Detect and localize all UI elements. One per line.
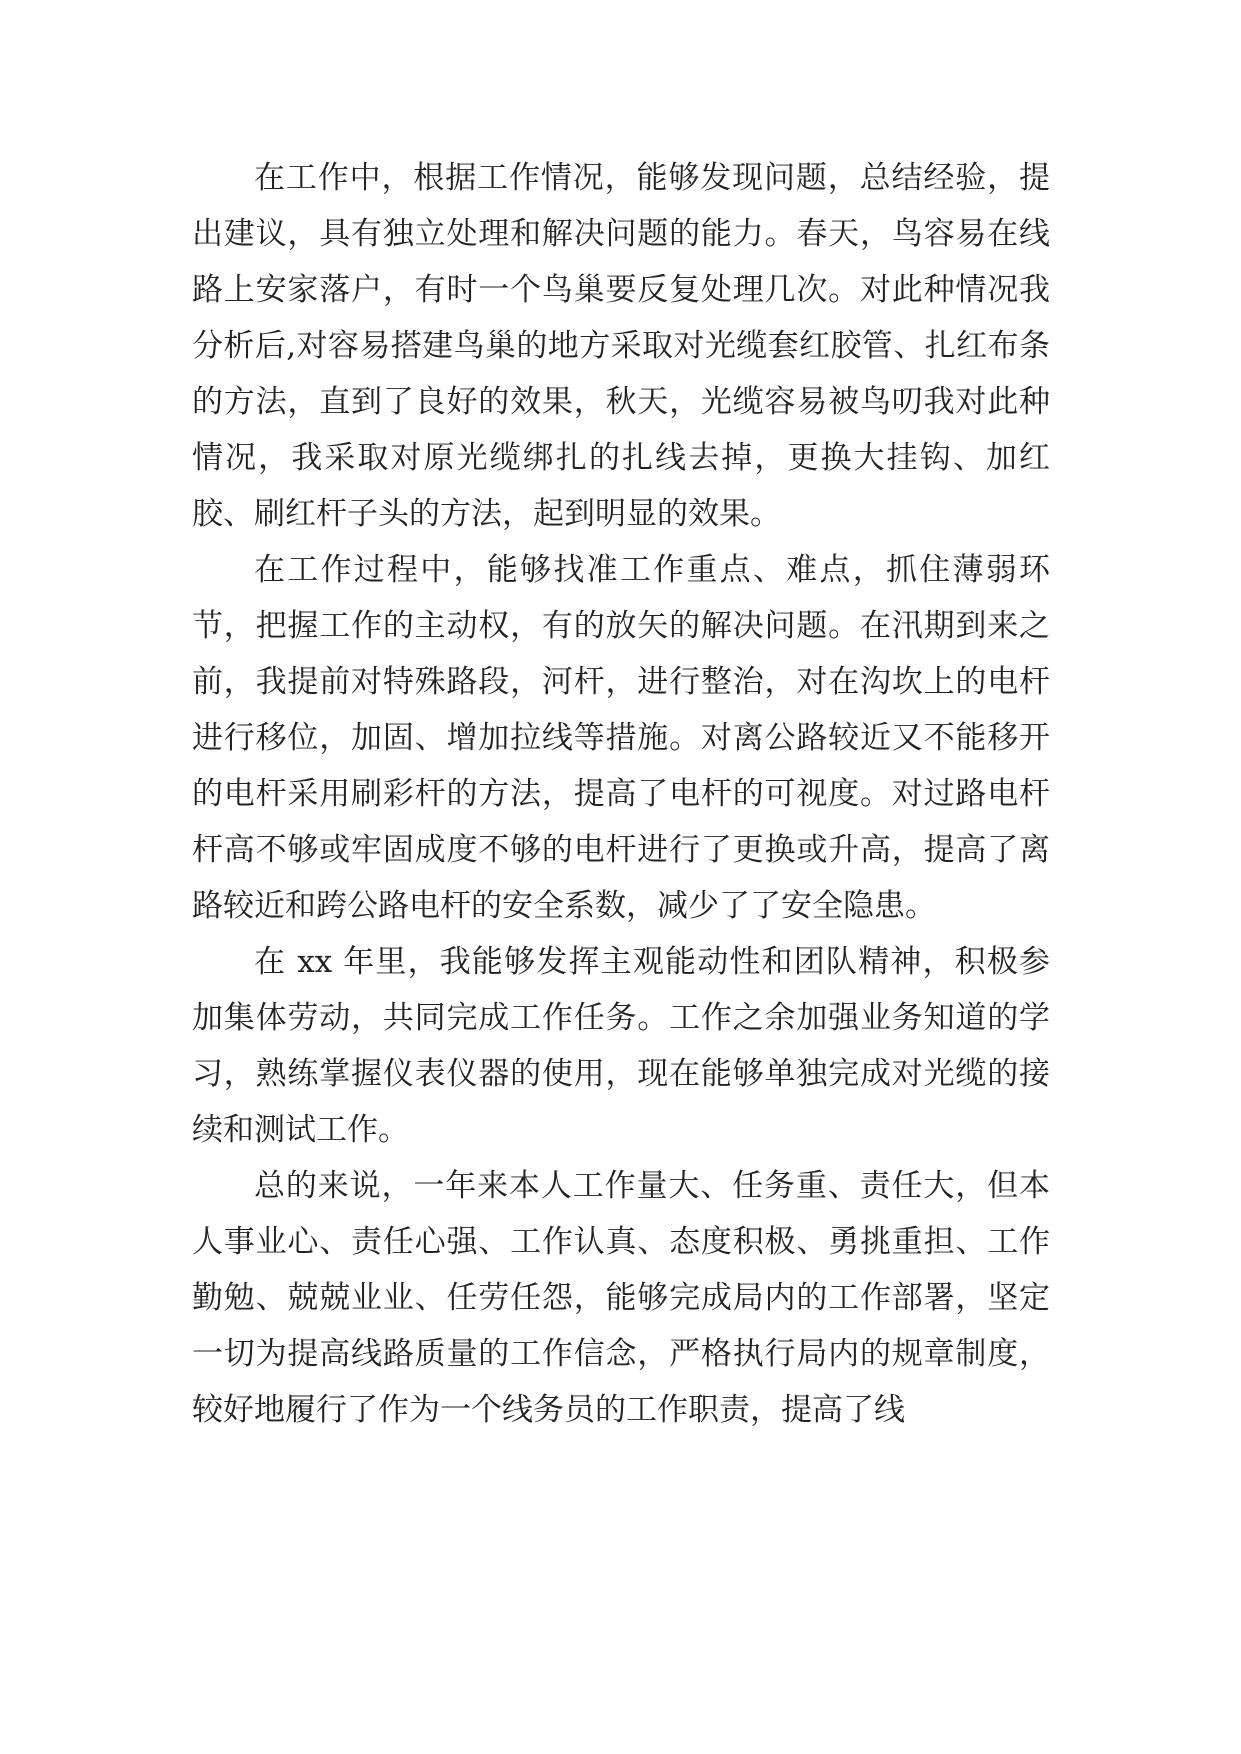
document-page xyxy=(192,150,1050,1438)
paragraph: 在 xx 年里，我能够发挥主观能动性和团队精神，积极参加集体劳动，共同完成工作任务。工作之余加强业务知道的学习，熟练掌握仪表仪器的使用，现在能够单独完成对光缆的接续和测试工作。 xyxy=(192,944,1050,1148)
paragraph: 总的来说，一年来本人工作量大、任务重、责任大，但本人事业心、责任心强、工作认真、态度积极、勇挑重担、工作勤勉、兢兢业业、任劳任怨，能够完成局内的工作部署，坚定一切为提高线路质量的工作信念，严格执行局内的规章制度，较好地履行了作为一个线务员的工作职责，提高了线 xyxy=(192,1168,1050,1428)
paragraph: 在工作中，根据工作情况，能够发现问题，总结经验，提出建议，具有独立处理和解决问题的能力。春天，鸟容易在线路上安家落户，有时一个鸟巢要反复处理几次。对此种情况我分析后,对容易搭建鸟巢的地方采取对光缆套红胶管、扎红布条的方法，直到了良好的效果，秋天，光缆容易被鸟叨我对此种情况，我采取对原光缆绑扎的扎线去掉，更换大挂钩、加红胶、刷红杆子头的方法，起到明显的效果。 xyxy=(192,160,1050,532)
paragraph: 在工作过程中，能够找准工作重点、难点，抓住薄弱环节，把握工作的主动权，有的放矢的解决问题。在汛期到来之前，我提前对特殊路段，河杆，进行整治，对在沟坎上的电杆进行移位，加固、增加拉线等措施。对离公路较近又不能移开的电杆采用刷彩杆的方法，提高了电杆的可视度。对过路电杆杆高不够或牢固成度不够的电杆进行了更换或升高，提高了离路较近和跨公路电杆的安全系数，减少了了安全隐患。 xyxy=(192,552,1050,924)
